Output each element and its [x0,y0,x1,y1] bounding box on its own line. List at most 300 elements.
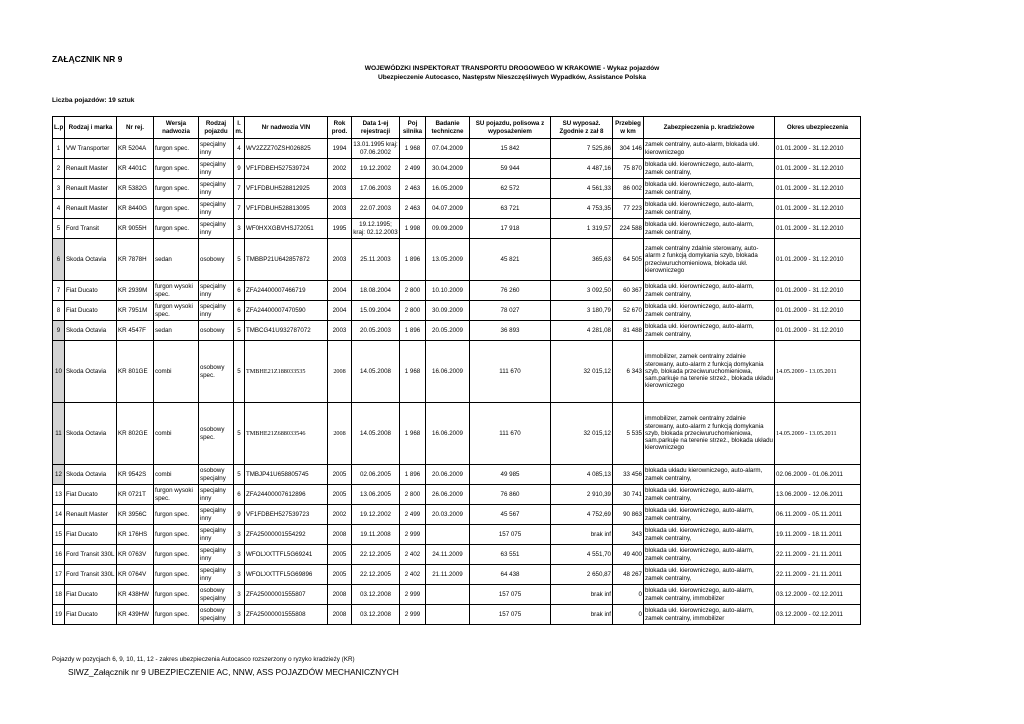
cell-vin: TMBHE21Z188033535 [245,341,328,403]
cell-equip: 4 281,08 [551,321,613,341]
cell-inspection [426,605,470,625]
cell-mileage: 30 741 [613,485,644,505]
cell-type: osobowy [199,239,234,281]
cell-mileage: 224 588 [613,219,644,239]
cell-lp: 5 [53,219,65,239]
header-su: SU pojazdu, polisowa z wyposażeniem [470,117,551,139]
cell-year: 2008 [328,525,352,545]
cell-su: 157 075 [470,585,551,605]
cell-inspection [426,525,470,545]
cell-make: Ford Transit 330L [65,565,117,585]
cell-seats: 3 [234,525,245,545]
cell-make: Fiat Ducato [65,605,117,625]
cell-seats: 3 [234,219,245,239]
cell-first-reg: 25.11.2003 [352,239,400,281]
cell-inspection: 16.05.2009 [426,179,470,199]
cell-su: 45 821 [470,239,551,281]
cell-mileage: 90 863 [613,505,644,525]
cell-make: Renault Master [65,505,117,525]
cell-equip: 4 753,35 [551,199,613,219]
cell-engine: 2 800 [400,485,426,505]
cell-body: furgon spec. [154,605,199,625]
cell-su: 49 985 [470,465,551,485]
cell-engine: 2 999 [400,605,426,625]
cell-engine: 1 998 [400,219,426,239]
cell-year: 2004 [328,281,352,301]
header-body: Wersja nadwozia [154,117,199,139]
table-row [53,485,861,505]
cell-year: 2003 [328,179,352,199]
cell-make: Skoda Octavia [65,321,117,341]
cell-first-reg: 15.09.2004 [352,301,400,321]
cell-period: 01.01.2009 - 31.12.2010 [775,301,861,321]
cell-mileage: 0 [613,585,644,605]
header-equip: SU wyposaż. Zgodnie z zał 8 [551,117,613,139]
cell-reg: KR 7951M [117,301,154,321]
cell-year: 2002 [328,505,352,525]
cell-vin: WV2ZZZ70ZSH026825 [245,139,328,159]
cell-year: 2005 [328,545,352,565]
cell-period: 22.11.2009 - 21.11.2011 [775,565,861,585]
cell-first-reg: 20.05.2003 [352,321,400,341]
cell-type: specjalny inny [199,199,234,219]
cell-lp: 7 [53,281,65,301]
header-engine: Poj silnika [400,117,426,139]
cell-first-reg: 19.12.2002 [352,159,400,179]
cell-body: furgon spec. [154,179,199,199]
cell-equip: 7 525,86 [551,139,613,159]
cell-equip: 32 015,12 [551,341,613,403]
cell-security: blokada ukł. kierowniczego, auto-alarm, zamek centralny, [644,525,775,545]
cell-su: 17 918 [470,219,551,239]
cell-mileage: 49 400 [613,545,644,565]
cell-equip: 4 561,33 [551,179,613,199]
cell-equip: 4 487,16 [551,159,613,179]
cell-security: blokada ukł. kierowniczego, auto-alarm, zamek centralny, immobilizer [644,585,775,605]
document-title: WOJEWÓDZKI INSPEKTORAT TRANSPORTU DROGOWEGO W KRAKOWIE - Wykaz pojazdów [364,65,660,72]
cell-vin: ZFA25000001555807 [245,585,328,605]
cell-period: 14.05.2009 - 13.05.2011 [775,341,861,403]
cell-engine: 2 463 [400,179,426,199]
header-first-reg: Data 1-ej rejestracji [352,117,400,139]
cell-inspection: 20.03.2009 [426,505,470,525]
cell-security: blokada ukł. kierowniczego, auto-alarm, zamek centralny, [644,199,775,219]
cell-type: osobowy specjalny [199,585,234,605]
cell-body: combi [154,465,199,485]
cell-make: Fiat Ducato [65,281,117,301]
cell-security: blokada układu kierowniczego, auto-alarm, zamek centralny, [644,465,775,485]
cell-make: Fiat Ducato [65,525,117,545]
cell-body: combi [154,341,199,403]
cell-su: 111 670 [470,341,551,403]
cell-lp: 6 [53,239,65,281]
cell-su: 59 944 [470,159,551,179]
cell-security: blokada ukł. kierowniczego, auto-alarm, zamek centralny, [644,321,775,341]
cell-equip: 4 551,70 [551,545,613,565]
cell-security: zamek centralny zdalnie sterowany, auto-alarm z funkcją domykania szyb, blokada przeciwuruchomieniowa, blokada ukł. kierowniczego [644,239,775,281]
cell-body: furgon spec. [154,565,199,585]
cell-security: immobilizer, zamek centralny zdalnie sterowany, auto-alarm z funkcją domykania szyb, blokada przeciwuruchomieniowa, sam.parkuje na terenie strzeż., blokada układu kierowniczego [644,403,775,465]
cell-type: specjalny inny [199,281,234,301]
cell-period: 01.01.2009 - 31.12.2010 [775,219,861,239]
cell-security: blokada ukł. kierowniczego, auto-alarm, zamek centralny, [644,301,775,321]
cell-lp: 2 [53,159,65,179]
cell-lp: 17 [53,565,65,585]
cell-lp: 3 [53,179,65,199]
cell-lp: 10 [53,341,65,403]
cell-lp: 18 [53,585,65,605]
cell-security: immobilizer, zamek centralny zdalnie sterowany, auto-alarm z funkcją domykania szyb, blokada przeciwuruchomieniowa, sam.parkuje na terenie strzeż., blokada układu kierowniczego [644,341,775,403]
cell-mileage: 60 367 [613,281,644,301]
cell-equip: 365,63 [551,239,613,281]
table-row [53,159,861,179]
cell-inspection: 09.09.2009 [426,219,470,239]
cell-year: 1994 [328,139,352,159]
cell-lp: 11 [53,403,65,465]
cell-lp: 13 [53,485,65,505]
cell-equip: 4 752,69 [551,505,613,525]
cell-engine: 1 896 [400,465,426,485]
cell-type: osobowy specjalny [199,605,234,625]
cell-first-reg: 22.12.2005 [352,565,400,585]
cell-equip: brak inf [551,525,613,545]
cell-period: 01.01.2009 - 31.12.2010 [775,139,861,159]
cell-period: 03.12.2009 - 02.12.2011 [775,585,861,605]
cell-lp: 14 [53,505,65,525]
cell-su: 62 572 [470,179,551,199]
cell-mileage: 343 [613,525,644,545]
cell-reg: KR 0721T [117,485,154,505]
cell-vin: VF1FDBUH528812925 [245,179,328,199]
cell-make: Renault Master [65,179,117,199]
cell-inspection: 30.09.2009 [426,301,470,321]
cell-lp: 9 [53,321,65,341]
cell-year: 2008 [328,341,352,403]
cell-body: combi [154,403,199,465]
cell-year: 2005 [328,485,352,505]
cell-reg: KR 801GE [117,341,154,403]
cell-first-reg: 19.12.1995; kraj: 02.12.2003 [352,219,400,239]
cell-equip: 2 910,39 [551,485,613,505]
table-row [53,545,861,565]
cell-equip: 4 085,13 [551,465,613,485]
cell-body: furgon spec. [154,219,199,239]
cell-make: Fiat Ducato [65,485,117,505]
cell-period: 01.01.2009 - 31.12.2010 [775,239,861,281]
cell-vin: WFOLXXTTFL5G69241 [245,545,328,565]
cell-period: 03.12.2009 - 02.12.2011 [775,605,861,625]
cell-body: furgon wysoki spec. [154,485,199,505]
cell-mileage: 33 456 [613,465,644,485]
cell-period: 02.06.2009 - 01.06.2011 [775,465,861,485]
cell-make: Ford Transit 330L [65,545,117,565]
header-type: Rodzaj pojazdu [199,117,234,139]
table-note: Pojazdy w pozycjach 6, 9, 10, 11, 12 - zakres ubezpieczenia Autocasco rozszerzony o ryzyko kradzieży (KR) [52,656,355,663]
cell-su: 15 842 [470,139,551,159]
table-row [53,139,861,159]
table-row [53,301,861,321]
table-row [53,281,861,301]
cell-security: blokada ukł. kierowniczego, auto-alarm, zamek centralny, [644,219,775,239]
cell-reg: KR 5382G [117,179,154,199]
cell-seats: 3 [234,545,245,565]
cell-su: 63 551 [470,545,551,565]
cell-lp: 19 [53,605,65,625]
cell-lp: 1 [53,139,65,159]
cell-seats: 4 [234,139,245,159]
cell-inspection: 26.06.2009 [426,485,470,505]
cell-make: VW Transporter [65,139,117,159]
cell-vin: TMBJP41U658805745 [245,465,328,485]
table-row [53,219,861,239]
table-row [53,585,861,605]
cell-first-reg: 13.06.2005 [352,485,400,505]
cell-inspection: 04.07.2009 [426,199,470,219]
cell-seats: 9 [234,505,245,525]
cell-first-reg: 22.12.2005 [352,545,400,565]
cell-type: specjalny inny [199,545,234,565]
cell-inspection: 21.11.2009 [426,565,470,585]
cell-mileage: 64 505 [613,239,644,281]
cell-security: zamek centralny, auto-alarm, blokada ukł. kierowniczego [644,139,775,159]
table-row [53,341,861,403]
cell-body: furgon spec. [154,525,199,545]
cell-year: 2003 [328,321,352,341]
cell-lp: 8 [53,301,65,321]
cell-type: specjalny inny [199,139,234,159]
table-row [53,605,861,625]
cell-engine: 1 968 [400,139,426,159]
cell-security: blokada ukł. kierowniczego, auto-alarm, zamek centralny, [644,179,775,199]
cell-first-reg: 18.08.2004 [352,281,400,301]
cell-security: blokada ukł. kierowniczego, auto-alarm, zamek centralny, [644,281,775,301]
cell-reg: KR 2939M [117,281,154,301]
cell-equip: 3 180,79 [551,301,613,321]
cell-vin: VF1FDBEH527539723 [245,505,328,525]
cell-make: Skoda Octavia [65,403,117,465]
cell-seats: 3 [234,565,245,585]
cell-engine: 1 896 [400,321,426,341]
cell-year: 2004 [328,301,352,321]
cell-inspection: 10.10.2009 [426,281,470,301]
cell-vin: WF0HXXGBVHSJ72051 [245,219,328,239]
cell-seats: 5 [234,239,245,281]
cell-period: 06.11.2009 - 05.11.2011 [775,505,861,525]
cell-reg: KR 439HW [117,605,154,625]
cell-su: 36 893 [470,321,551,341]
cell-first-reg: 03.12.2008 [352,585,400,605]
page-footer: SIWZ_Załącznik nr 9 UBEZPIECZENIE AC, NNW, ASS POJAZDÓW MECHANICZNYCH [68,667,399,677]
cell-inspection: 16.06.2009 [426,341,470,403]
cell-equip: brak inf [551,605,613,625]
cell-lp: 16 [53,545,65,565]
cell-period: 01.01.2009 - 31.12.2010 [775,281,861,301]
cell-period: 01.01.2009 - 31.12.2010 [775,199,861,219]
cell-security: blokada ukł. kierowniczego, auto-alarm, zamek centralny, [644,485,775,505]
cell-vin: TMBHE21Z688033546 [245,403,328,465]
cell-year: 2003 [328,199,352,219]
vehicle-count: Liczba pojazdów: 19 sztuk [52,97,135,104]
cell-inspection: 24.11.2009 [426,545,470,565]
cell-inspection: 20.06.2009 [426,465,470,485]
cell-reg: KR 438HW [117,585,154,605]
cell-seats: 5 [234,341,245,403]
cell-engine: 2 499 [400,159,426,179]
cell-seats: 7 [234,179,245,199]
cell-lp: 4 [53,199,65,219]
cell-su: 64 438 [470,565,551,585]
cell-body: furgon spec. [154,159,199,179]
table-row [53,525,861,545]
cell-year: 2005 [328,465,352,485]
table-row [53,199,861,219]
cell-vin: VF1FDBEH527539724 [245,159,328,179]
cell-engine: 1 896 [400,239,426,281]
cell-reg: KR 9542S [117,465,154,485]
cell-equip: 1 319,57 [551,219,613,239]
attachment-label: ZAŁĄCZNIK NR 9 [52,54,123,64]
cell-body: furgon spec. [154,545,199,565]
cell-mileage: 0 [613,605,644,625]
cell-reg: KR 802GE [117,403,154,465]
cell-reg: KR 5204A [117,139,154,159]
cell-type: specjalny inny [199,485,234,505]
cell-seats: 5 [234,321,245,341]
header-seats: l. m. [234,117,245,139]
cell-engine: 1 968 [400,341,426,403]
cell-type: osobowy [199,321,234,341]
cell-reg: KR 4547F [117,321,154,341]
cell-period: 14.05.2009 - 13.05.2011 [775,403,861,465]
cell-equip: brak inf [551,585,613,605]
cell-make: Fiat Ducato [65,301,117,321]
cell-mileage: 5 535 [613,403,644,465]
table-row [53,179,861,199]
cell-period: 22.11.2009 - 21.11.2011 [775,545,861,565]
cell-first-reg: 02.06.2005 [352,465,400,485]
table-row [53,505,861,525]
cell-type: osobowy spec. [199,403,234,465]
cell-year: 2002 [328,159,352,179]
cell-mileage: 52 670 [613,301,644,321]
cell-seats: 7 [234,199,245,219]
cell-first-reg: 17.06.2003 [352,179,400,199]
cell-year: 2008 [328,403,352,465]
cell-first-reg: 03.12.2008 [352,605,400,625]
cell-lp: 12 [53,465,65,485]
cell-type: specjalny inny [199,159,234,179]
vehicle-table [52,116,861,625]
cell-seats: 3 [234,585,245,605]
cell-engine: 2 402 [400,565,426,585]
header-vin: Nr nadwozia VIN [245,117,328,139]
cell-period: 01.01.2009 - 31.12.2010 [775,179,861,199]
cell-first-reg: 22.07.2003 [352,199,400,219]
cell-make: Skoda Octavia [65,465,117,485]
cell-su: 76 860 [470,485,551,505]
cell-body: sedan [154,239,199,281]
cell-engine: 2 800 [400,281,426,301]
cell-vin: ZFA25000001555808 [245,605,328,625]
cell-inspection: 16.06.2009 [426,403,470,465]
cell-engine: 1 968 [400,403,426,465]
cell-engine: 2 463 [400,199,426,219]
cell-su: 111 670 [470,403,551,465]
cell-inspection: 07.04.2009 [426,139,470,159]
cell-seats: 9 [234,159,245,179]
cell-reg: KR 9055H [117,219,154,239]
cell-vin: TMBCG41U932787072 [245,321,328,341]
cell-reg: KR 7878H [117,239,154,281]
cell-security: blokada ukł. kierowniczego, auto-alarm, zamek centralny, [644,545,775,565]
cell-vin: ZFA24400007612896 [245,485,328,505]
cell-su: 78 027 [470,301,551,321]
cell-seats: 5 [234,403,245,465]
cell-engine: 2 402 [400,545,426,565]
cell-security: blokada ukł. kierowniczego, auto-alarm, zamek centralny, [644,159,775,179]
cell-seats: 5 [234,465,245,485]
cell-make: Skoda Octavia [65,341,117,403]
cell-type: specjalny inny [199,219,234,239]
cell-year: 1995 [328,219,352,239]
cell-security: blokada ukł. kierowniczego, auto-alarm, zamek centralny, immobilizer [644,605,775,625]
cell-body: furgon spec. [154,199,199,219]
cell-seats: 3 [234,605,245,625]
cell-year: 2008 [328,605,352,625]
cell-make: Fiat Ducato [65,585,117,605]
cell-su: 157 075 [470,605,551,625]
cell-su: 76 260 [470,281,551,301]
cell-mileage: 6 343 [613,341,644,403]
cell-engine: 2 800 [400,301,426,321]
header-security: Zabezpieczenia p. kradzieżowe [644,117,775,139]
cell-period: 01.01.2009 - 31.12.2010 [775,159,861,179]
cell-equip: 32 015,12 [551,403,613,465]
cell-body: furgon wysoki spec. [154,301,199,321]
cell-make: Renault Master [65,199,117,219]
table-row [53,465,861,485]
header-lp: L.p [53,117,65,139]
cell-type: specjalny inny [199,565,234,585]
cell-type: specjalny inny [199,505,234,525]
cell-make: Skoda Octavia [65,239,117,281]
cell-type: specjalny inny [199,179,234,199]
cell-inspection: 20.05.2009 [426,321,470,341]
header-reg: Nr rej. [117,117,154,139]
cell-vin: ZFA25000001554292 [245,525,328,545]
cell-vin: WFOLXXTTFL5G69896 [245,565,328,585]
cell-body: furgon spec. [154,505,199,525]
cell-year: 2003 [328,239,352,281]
cell-lp: 15 [53,525,65,545]
cell-first-reg: 14.05.2008 [352,403,400,465]
cell-equip: 2 650,87 [551,565,613,585]
cell-body: sedan [154,321,199,341]
cell-body: furgon wysoki spec. [154,281,199,301]
cell-seats: 6 [234,281,245,301]
cell-type: osobowy spec. [199,341,234,403]
cell-reg: KR 8440G [117,199,154,219]
table-row [53,565,861,585]
cell-type: specjalny inny [199,525,234,545]
table-row [53,321,861,341]
cell-mileage: 86 002 [613,179,644,199]
header-year: Rok prod. [328,117,352,139]
cell-body: furgon spec. [154,585,199,605]
cell-year: 2005 [328,565,352,585]
cell-reg: KR 0764V [117,565,154,585]
cell-seats: 6 [234,301,245,321]
